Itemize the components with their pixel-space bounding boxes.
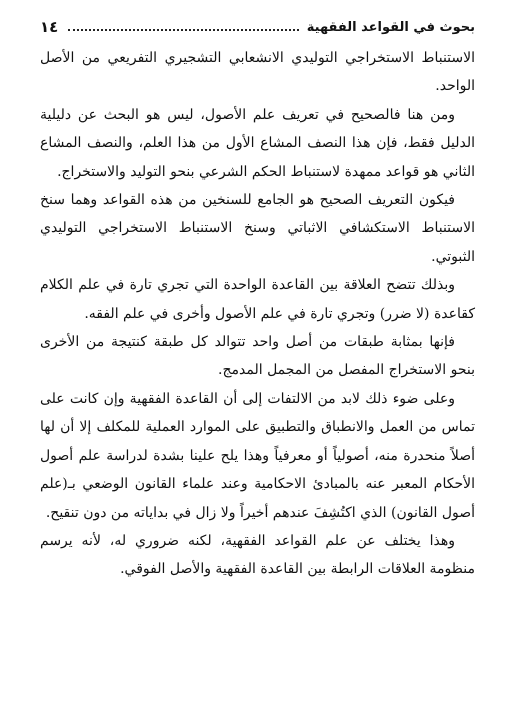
page-number: ١٤	[40, 18, 59, 36]
paragraph: فيكون التعريف الصحيح هو الجامع للسنخين من هذه القواعد وهما سنخ الاستنباط الاستكشافي الاثباتي وسنخ الاستنباط الاستخراجي التوليدي الثبوتي.	[40, 192, 475, 265]
paragraph: فإنها بمثابة طبقات من أصل واحد تتوالد كل طبقة كنتيجة من الأخرى بنحو الاستخراج المفصل من المجمل المدمج.	[40, 334, 475, 379]
page-body	[40, 44, 475, 584]
running-title: بحوث في القواعد الفقهية	[306, 19, 475, 35]
leader-dots	[68, 29, 298, 31]
paragraph: الاستنباط الاستخراجي التوليدي الانشعابي التشجيري التفريعي من الأصل الواحد.	[40, 50, 475, 95]
paragraph: وعلى ضوء ذلك لابد من الالتفات إلى أن القاعدة الفقهية وإن كانت على تماس من العمل والانطباق والتطبيق على الموارد العملية للمكلف إلا أن لها أصلاً منحدرة منه، أصولياً أو معرفياً وهذا يلح علينا بشدة لدراسة علم أصول الأحكام المعبر عنه بالمبادئ الاحكامية وعند علماء القانون الوضعي بـ(علم أصول القانون) الذي اكتُشِفَ عندهم أخيراً ولا زال في بداياته من دون تنقيح.	[40, 390, 475, 521]
paragraph: ومن هنا فالصحيح في تعريف علم الأصول، ليس هو البحث عن دليلية الدليل فقط، فإن هذا النصف المشاع الأول من هذا العلم، والنصف المشاع الثاني هو قواعد ممهدة لاستنباط الحكم الشرعي بنحو التوليد والاستخراج.	[40, 106, 475, 180]
page-header	[40, 14, 475, 40]
paragraph: وهذا يختلف عن علم القواعد الفقهية، لكنه ضروري له، لأنه يرسم منظومة العلاقات الرابطة بين القاعدة الفقهية والأصل الفوقي.	[40, 532, 475, 578]
paragraph: وبذلك تتضح العلاقة بين القاعدة الواحدة التي تجري تارة في علم الكلام كقاعدة (لا ضرر) وتجري تارة في علم الأصول وأخرى في علم الفقه.	[40, 277, 475, 322]
